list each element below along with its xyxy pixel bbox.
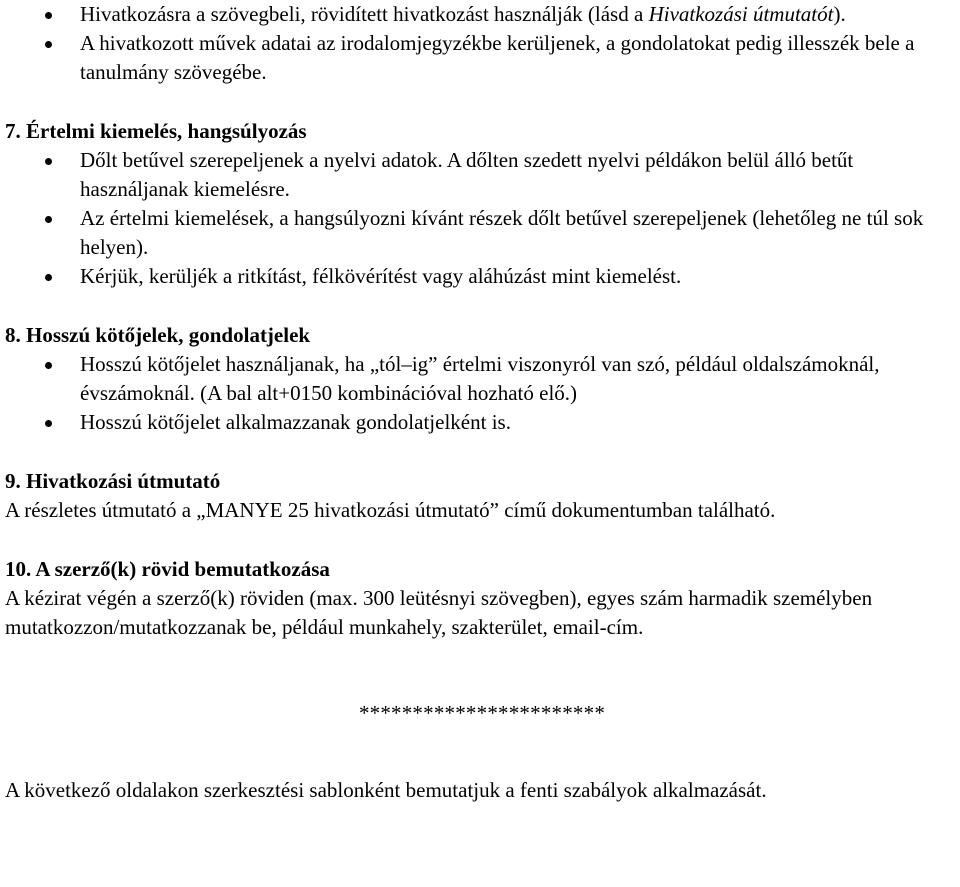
section-10-heading: 10. A szerző(k) rövid bemutatkozása — [5, 557, 330, 581]
list-item — [0, 0, 960, 29]
section-7-heading: 7. Értelmi kiemelés, hangsúlyozás — [5, 119, 307, 143]
spacer — [0, 291, 960, 321]
list-item: Dőlt betűvel szerepeljenek a nyelvi adatok. A dőlten szedett nyelvi példákon belül álló betűt használjanak kiemelésre. — [0, 146, 960, 204]
top-bullet-list — [0, 0, 960, 87]
section-7-list — [0, 146, 960, 291]
list-item: Hosszú kötőjelet használjanak, ha „tól–ig” értelmi viszonyról van szó, például oldalszámoknál, évszámoknál. (A bal alt+0150 kombinációval hozható elő.) — [0, 350, 960, 408]
list-item-text: Hivatkozásra a szövegbeli, rövidített hivatkozást használják (lásd a — [80, 2, 649, 26]
section-9-text: A részletes útmutató a „MANYE 25 hivatkozási útmutató” című dokumentumban található. — [5, 498, 776, 522]
section-8-heading: 8. Hosszú kötőjelek, gondolatjelek — [5, 323, 311, 347]
list-item: Hosszú kötőjelet alkalmazzanak gondolatjelként is. — [0, 408, 960, 437]
section-9-heading: 9. Hivatkozási útmutató — [5, 469, 221, 493]
citation-guide-reference: Hivatkozási útmutatót — [648, 2, 834, 26]
list-item: Kérjük, kerüljék a ritkítást, félkövérítést vagy aláhúzást mint kiemelést. — [0, 262, 960, 291]
spacer — [0, 642, 960, 699]
closing-text: A következő oldalakon szerkesztési sablonként bemutatjuk a fenti szabályok alkalmazását. — [5, 778, 767, 802]
list-item: A hivatkozott művek adatai az irodalomjegyzékbe kerüljenek, a gondolatokat pedig illesszék bele a tanulmány szövegébe. — [0, 29, 960, 87]
spacer — [0, 437, 960, 467]
spacer — [0, 728, 960, 776]
section-10-text: A kézirat végén a szerző(k) röviden (max. 300 leütésnyi szövegben), egyes szám harmadik személyben mutatkozzon/mutatkozzanak be, például munkahely, szakterület, email-cím. — [5, 586, 873, 639]
spacer — [0, 87, 960, 117]
separator-stars: *********************** — [358, 701, 606, 725]
section-8-list — [0, 350, 960, 437]
spacer — [0, 525, 960, 555]
list-item: Az értelmi kiemelések, a hangsúlyozni kívánt részek dőlt betűvel szerepeljenek (lehetőleg ne túl sok helyen). — [0, 204, 960, 262]
list-item-text-end: ). — [833, 2, 846, 26]
